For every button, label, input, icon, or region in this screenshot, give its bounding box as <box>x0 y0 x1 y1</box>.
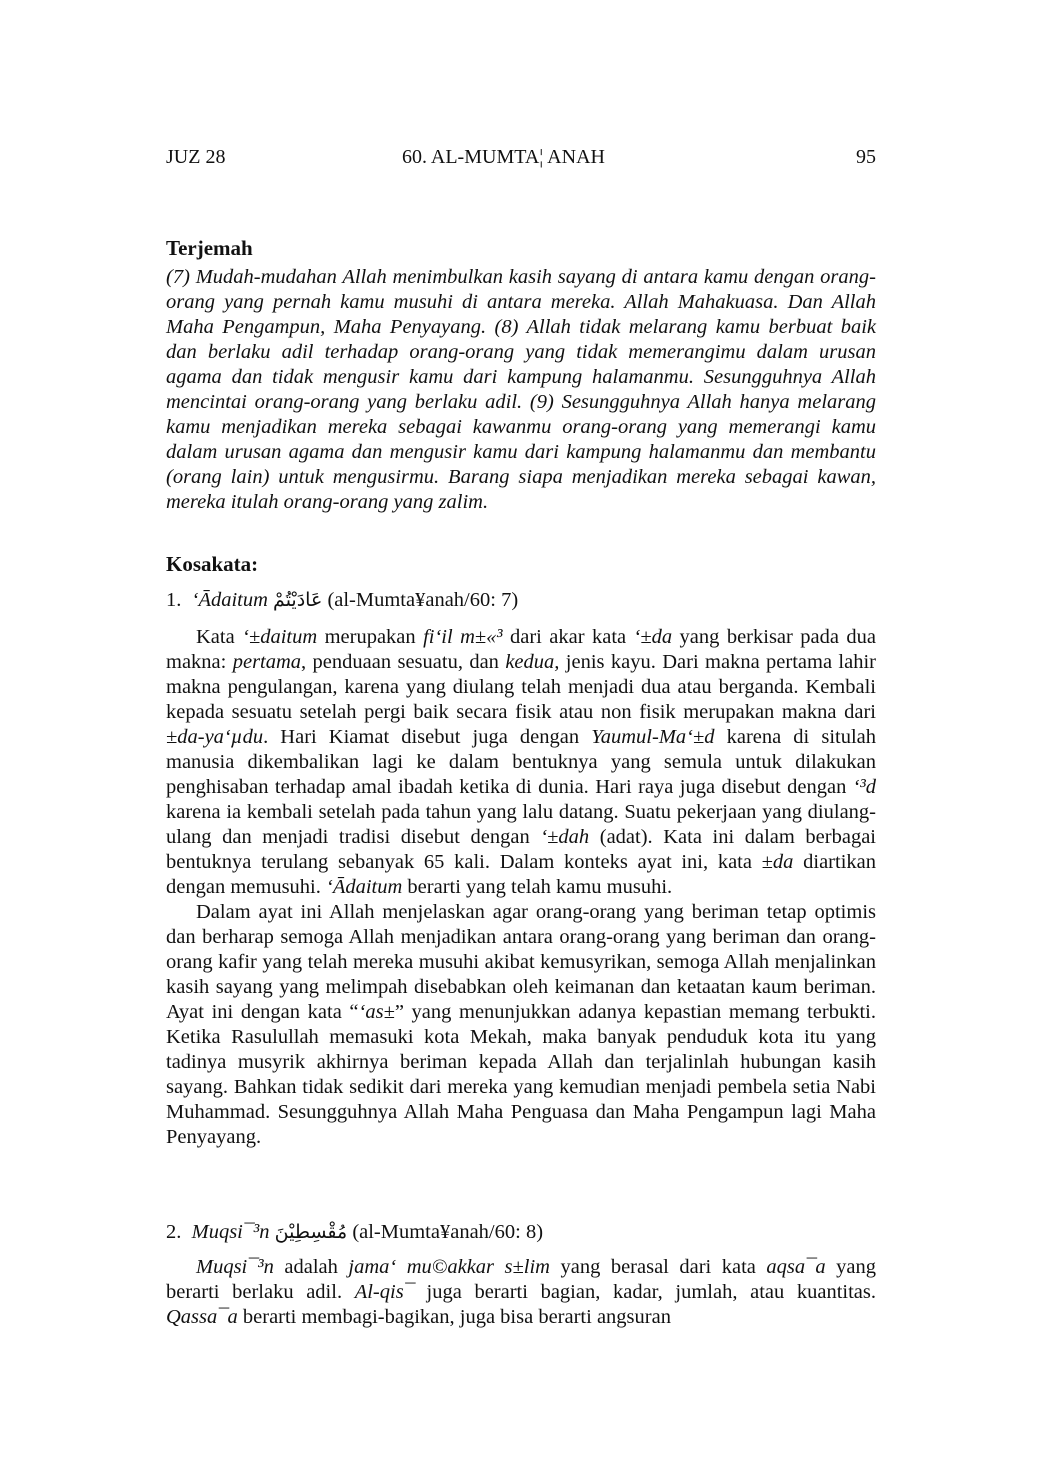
kosakata-item-2-heading <box>166 1217 876 1247</box>
kosakata-item-1-heading <box>166 585 876 615</box>
page-number: 95 <box>856 146 876 168</box>
term-latin: Muqsi¯³n <box>191 1221 270 1243</box>
term-arabic: عَادَيْتُمْ <box>273 589 323 611</box>
section-kosakata <box>166 552 876 1150</box>
terjemah-heading: Terjemah <box>166 236 253 260</box>
kosakata-item-1-paragraph-1: Kata ‘±daitum merupakan fi‘il m±«³ dari akar kata ‘±da yang berkisar pada dua makna: pertama, penduaan sesuatu, dan kedua, jenis kayu. Dari makna pertama lahir makna pengulangan, karena yang diulang telah menjadi dua atau berganda. Kembali kepada sesuatu setelah pergi baik secara fisik atau non fisik merupakan makna dari ±da-ya‘µdu. Hari Kiamat disebut juga dengan Yaumul-Ma‘±d karena di situlah manusia dikembalikan lagi ke dalam bentuknya yang semula untuk dilakukan penghisaban terhadap amal ibadah ketika di dunia. Hari raya juga disebut dengan ‘³d karena ia kembali setelah pada tahun yang lalu datang. Suatu pekerjaan yang diulang-ulang dan menjadi tradisi disebut dengan ‘±dah (adat). Kata ini dalam berbagai bentuknya terulang sebanyak 65 kali. Dalam konteks ayat ini, kata ±da diartikan dengan memusuhi. ‘Ādaitum berarti yang telah kamu musuhi. <box>166 626 877 898</box>
kosakata-heading: Kosakata: <box>166 552 259 576</box>
kosakata-item-2 <box>166 1217 876 1330</box>
term-reference: (al-Mumta¥anah/60: 7) <box>327 589 519 611</box>
kosakata-item-1-paragraph-2: Dalam ayat ini Allah menjelaskan agar orang-orang yang beriman tetap optimis dan berharap semoga Allah menjadikan antara orang-orang yang beriman dan orang-orang kafir yang telah mereka musuhi akibat kemusyrikan, semoga Allah menjalinkan kasih sayang yang melimpah disebabkan oleh keimanan dan ketaatan kaum beriman. Ayat ini dengan kata “‘as±” yang menunjukkan adanya kepastian memang terbukti. Ketika Rasulullah memasuki kota Mekah, maka banyak penduduk kota itu yang tadinya musyrik akhirnya beriman kepada Allah dan terjalinlah hubungan kasih sayang. Bahkan tidak sedikit dari mereka yang kemudian menjadi pembela setia Nabi Muhammad. Sesungguhnya Allah Maha Penguasa dan Maha Pengampun lagi Maha Penyayang. <box>166 901 876 1148</box>
header-juz: JUZ 28 <box>166 146 226 168</box>
kosakata-item-2-paragraph-1: Muqsi¯³n adalah jama‘ mu©akkar s±lim yang berasal dari kata aqsa¯a yang berarti berlaku adil. Al-qis¯ juga berarti bagian, kadar, jumlah, atau kuantitas. Qassa¯a berarti membagi-bagikan, juga bisa berarti angsuran <box>166 1256 876 1328</box>
term-arabic: مُقْسِطِيْنَ <box>274 1221 348 1243</box>
item-number: 2. <box>166 1221 182 1243</box>
running-header <box>166 146 876 176</box>
section-terjemah <box>166 236 876 515</box>
item-number: 1. <box>166 589 182 611</box>
terjemah-text: (7) Mudah-mudahan Allah menimbulkan kasih sayang di antara kamu dengan orang-orang yang pernah kamu musuhi di antara mereka. Allah Mahakuasa. Dan Allah Maha Pengampun, Maha Penyayang. (8) Allah tidak melarang kamu berbuat baik dan berlaku adil terhadap orang-orang yang tidak memerangimu dalam urusan agama dan tidak mengusir kamu dari kampung halamanmu. Sesungguhnya Allah mencintai orang-orang yang berlaku adil. (9) Sesungguhnya Allah hanya melarang kamu menjadikan mereka sebagai kawanmu orang-orang yang memerangi kamu dalam urusan agama dan mengusir kamu dari kampung halamanmu dan membantu (orang lain) untuk mengusirmu. Barang siapa menjadikan mereka sebagai kawan, mereka itulah orang-orang yang zalim. <box>166 266 876 513</box>
term-reference: (al-Mumta¥anah/60: 8) <box>352 1221 544 1243</box>
term-latin: ‘Ādaitum <box>191 589 268 611</box>
header-surah-title: 60. AL-MUMTA¦ ANAH <box>402 146 605 168</box>
